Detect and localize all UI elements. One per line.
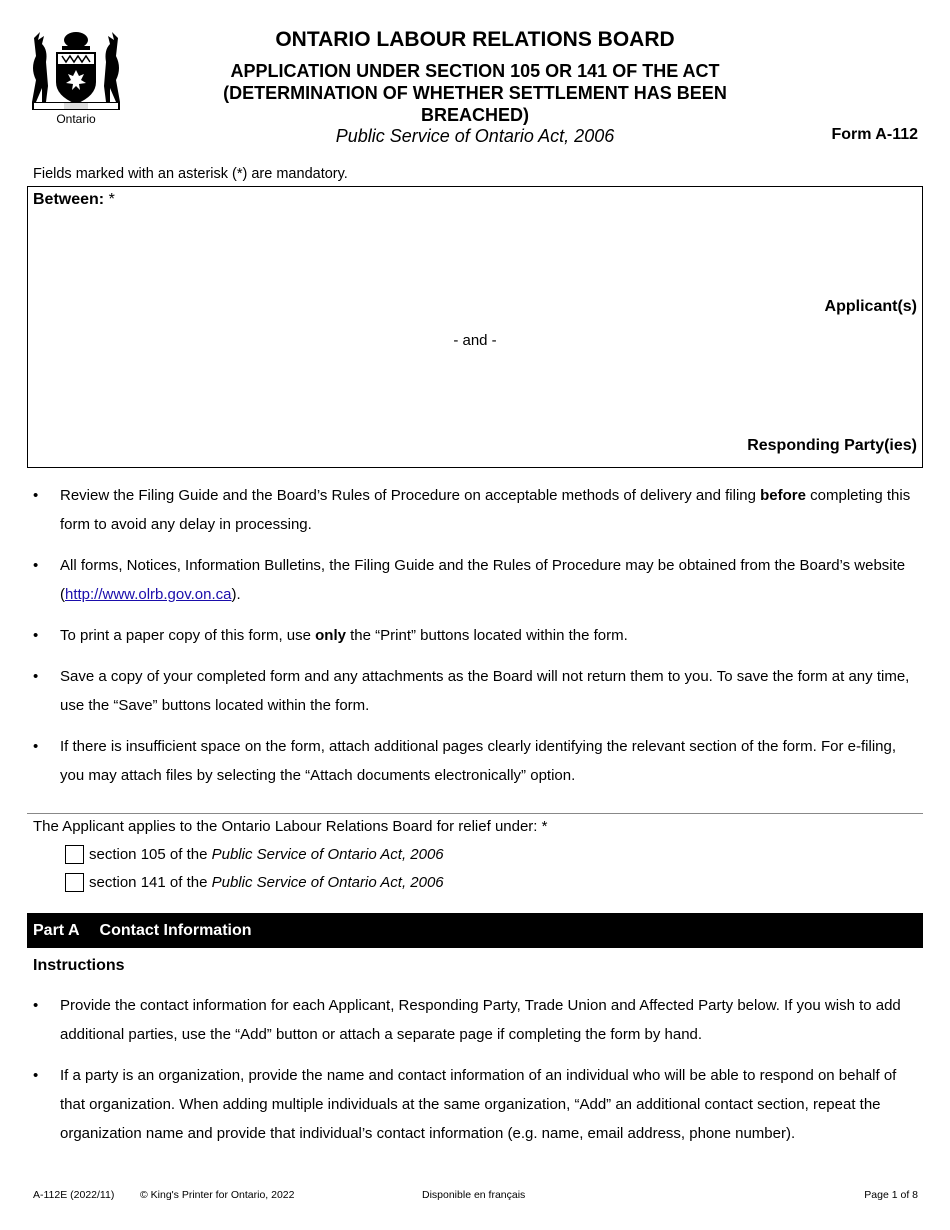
ontario-coat-of-arms-icon (26, 28, 126, 112)
mandatory-note: Fields marked with an asterisk (*) are mandatory. (33, 166, 348, 182)
ontario-logo (26, 28, 126, 128)
list-item (33, 1061, 918, 1148)
bullet-text: If there is insufficient space on the form, attach additional pages clearly identifying the relevant section of the form. For e-filing, you may attach files by selecting the “Attach documents electronically” option. (60, 738, 897, 784)
bullet-text: All forms, Notices, Information Bulletins, the Filing Guide and the Rules of Procedure may be obtained from the Board’s website ( (60, 557, 906, 603)
bullet-text: Save a copy of your completed form and any attachments as the Board will not return them to you. To save the form at any time, use the “Save” buttons located within the form. (60, 668, 910, 714)
board-title: ONTARIO LABOUR RELATIONS BOARD (275, 28, 675, 51)
parties-box (27, 186, 923, 468)
form-subtitle (190, 60, 760, 126)
between-label-text: Between: (33, 191, 105, 208)
bullet-emphasis: only (315, 627, 346, 644)
list-item (33, 621, 918, 650)
section-divider (27, 813, 923, 814)
intro-bullet-list (33, 481, 918, 802)
list-item (33, 481, 918, 539)
part-a-title: Contact Information (99, 921, 252, 939)
bullet-text: completing this form to avoid any delay in processing. (60, 487, 911, 533)
section-141-option[interactable] (65, 873, 444, 892)
list-item (33, 551, 918, 609)
bullet-emphasis: before (760, 487, 806, 504)
required-asterisk: * (104, 191, 115, 208)
bullet-text: To print a paper copy of this form, use (60, 627, 316, 644)
subtitle-line: APPLICATION UNDER SECTION 105 OR 141 OF THE ACT (230, 61, 720, 81)
subtitle-line: BREACHED) (421, 105, 529, 125)
bullet-text: ). (231, 586, 241, 603)
bullet-text: Provide the contact information for each Applicant, Responding Party, Trade Union and Affected Party below. If you wish to add additional parties, use the “Add” button or attach a separate page if completing the form by hand. (60, 997, 901, 1043)
part-a-header (27, 913, 923, 948)
subtitle-line: (DETERMINATION OF WHETHER SETTLEMENT HAS BEEN (223, 83, 727, 103)
logo-caption: Ontario (56, 112, 96, 126)
option-act: Public Service of Ontario Act, 2006 (211, 874, 444, 891)
footer-french-link: Disponible en français (422, 1189, 526, 1201)
list-item (33, 662, 918, 720)
and-separator: - and - (453, 332, 497, 349)
bullet-text: Review the Filing Guide and the Board’s Rules of Procedure on acceptable methods of delivery and filing (60, 487, 761, 504)
list-item (33, 991, 918, 1049)
footer-copyright: © King's Printer for Ontario, 2022 (140, 1189, 295, 1201)
between-label (33, 191, 115, 209)
option-prefix: section 141 of the (89, 874, 208, 891)
option-prefix: section 105 of the (89, 846, 208, 863)
responding-parties-label: Responding Party(ies) (747, 437, 917, 454)
footer-form-code: A-112E (2022/11) (33, 1189, 115, 1201)
act-title: Public Service of Ontario Act, 2006 (335, 126, 615, 146)
section-105-checkbox[interactable] (65, 845, 84, 864)
option-act: Public Service of Ontario Act, 2006 (211, 846, 444, 863)
footer-page-number: Page 1 of 8 (864, 1189, 918, 1201)
relief-prompt: The Applicant applies to the Ontario Labour Relations Board for relief under: * (33, 818, 548, 835)
part-a-instruction-list (33, 991, 918, 1160)
section-141-checkbox[interactable] (65, 873, 84, 892)
bullet-text: the “Print” buttons located within the form. (345, 627, 628, 644)
form-number: Form A-112 (831, 126, 918, 143)
list-item (33, 732, 918, 790)
section-105-option[interactable] (65, 845, 444, 864)
part-a-label: Part A (33, 921, 80, 939)
bullet-text: If a party is an organization, provide the name and contact information of an individual who will be able to respond on behalf of that organization. When adding multiple individuals at the same organization, “Add” an additional contact section, repeat the organization name and provide that individual’s contact information (e.g. name, email address, phone number). (60, 1067, 897, 1142)
instructions-heading: Instructions (33, 957, 125, 974)
applicants-label: Applicant(s) (824, 298, 917, 315)
olrb-website-link[interactable]: http://www.olrb.gov.on.ca (65, 586, 232, 603)
